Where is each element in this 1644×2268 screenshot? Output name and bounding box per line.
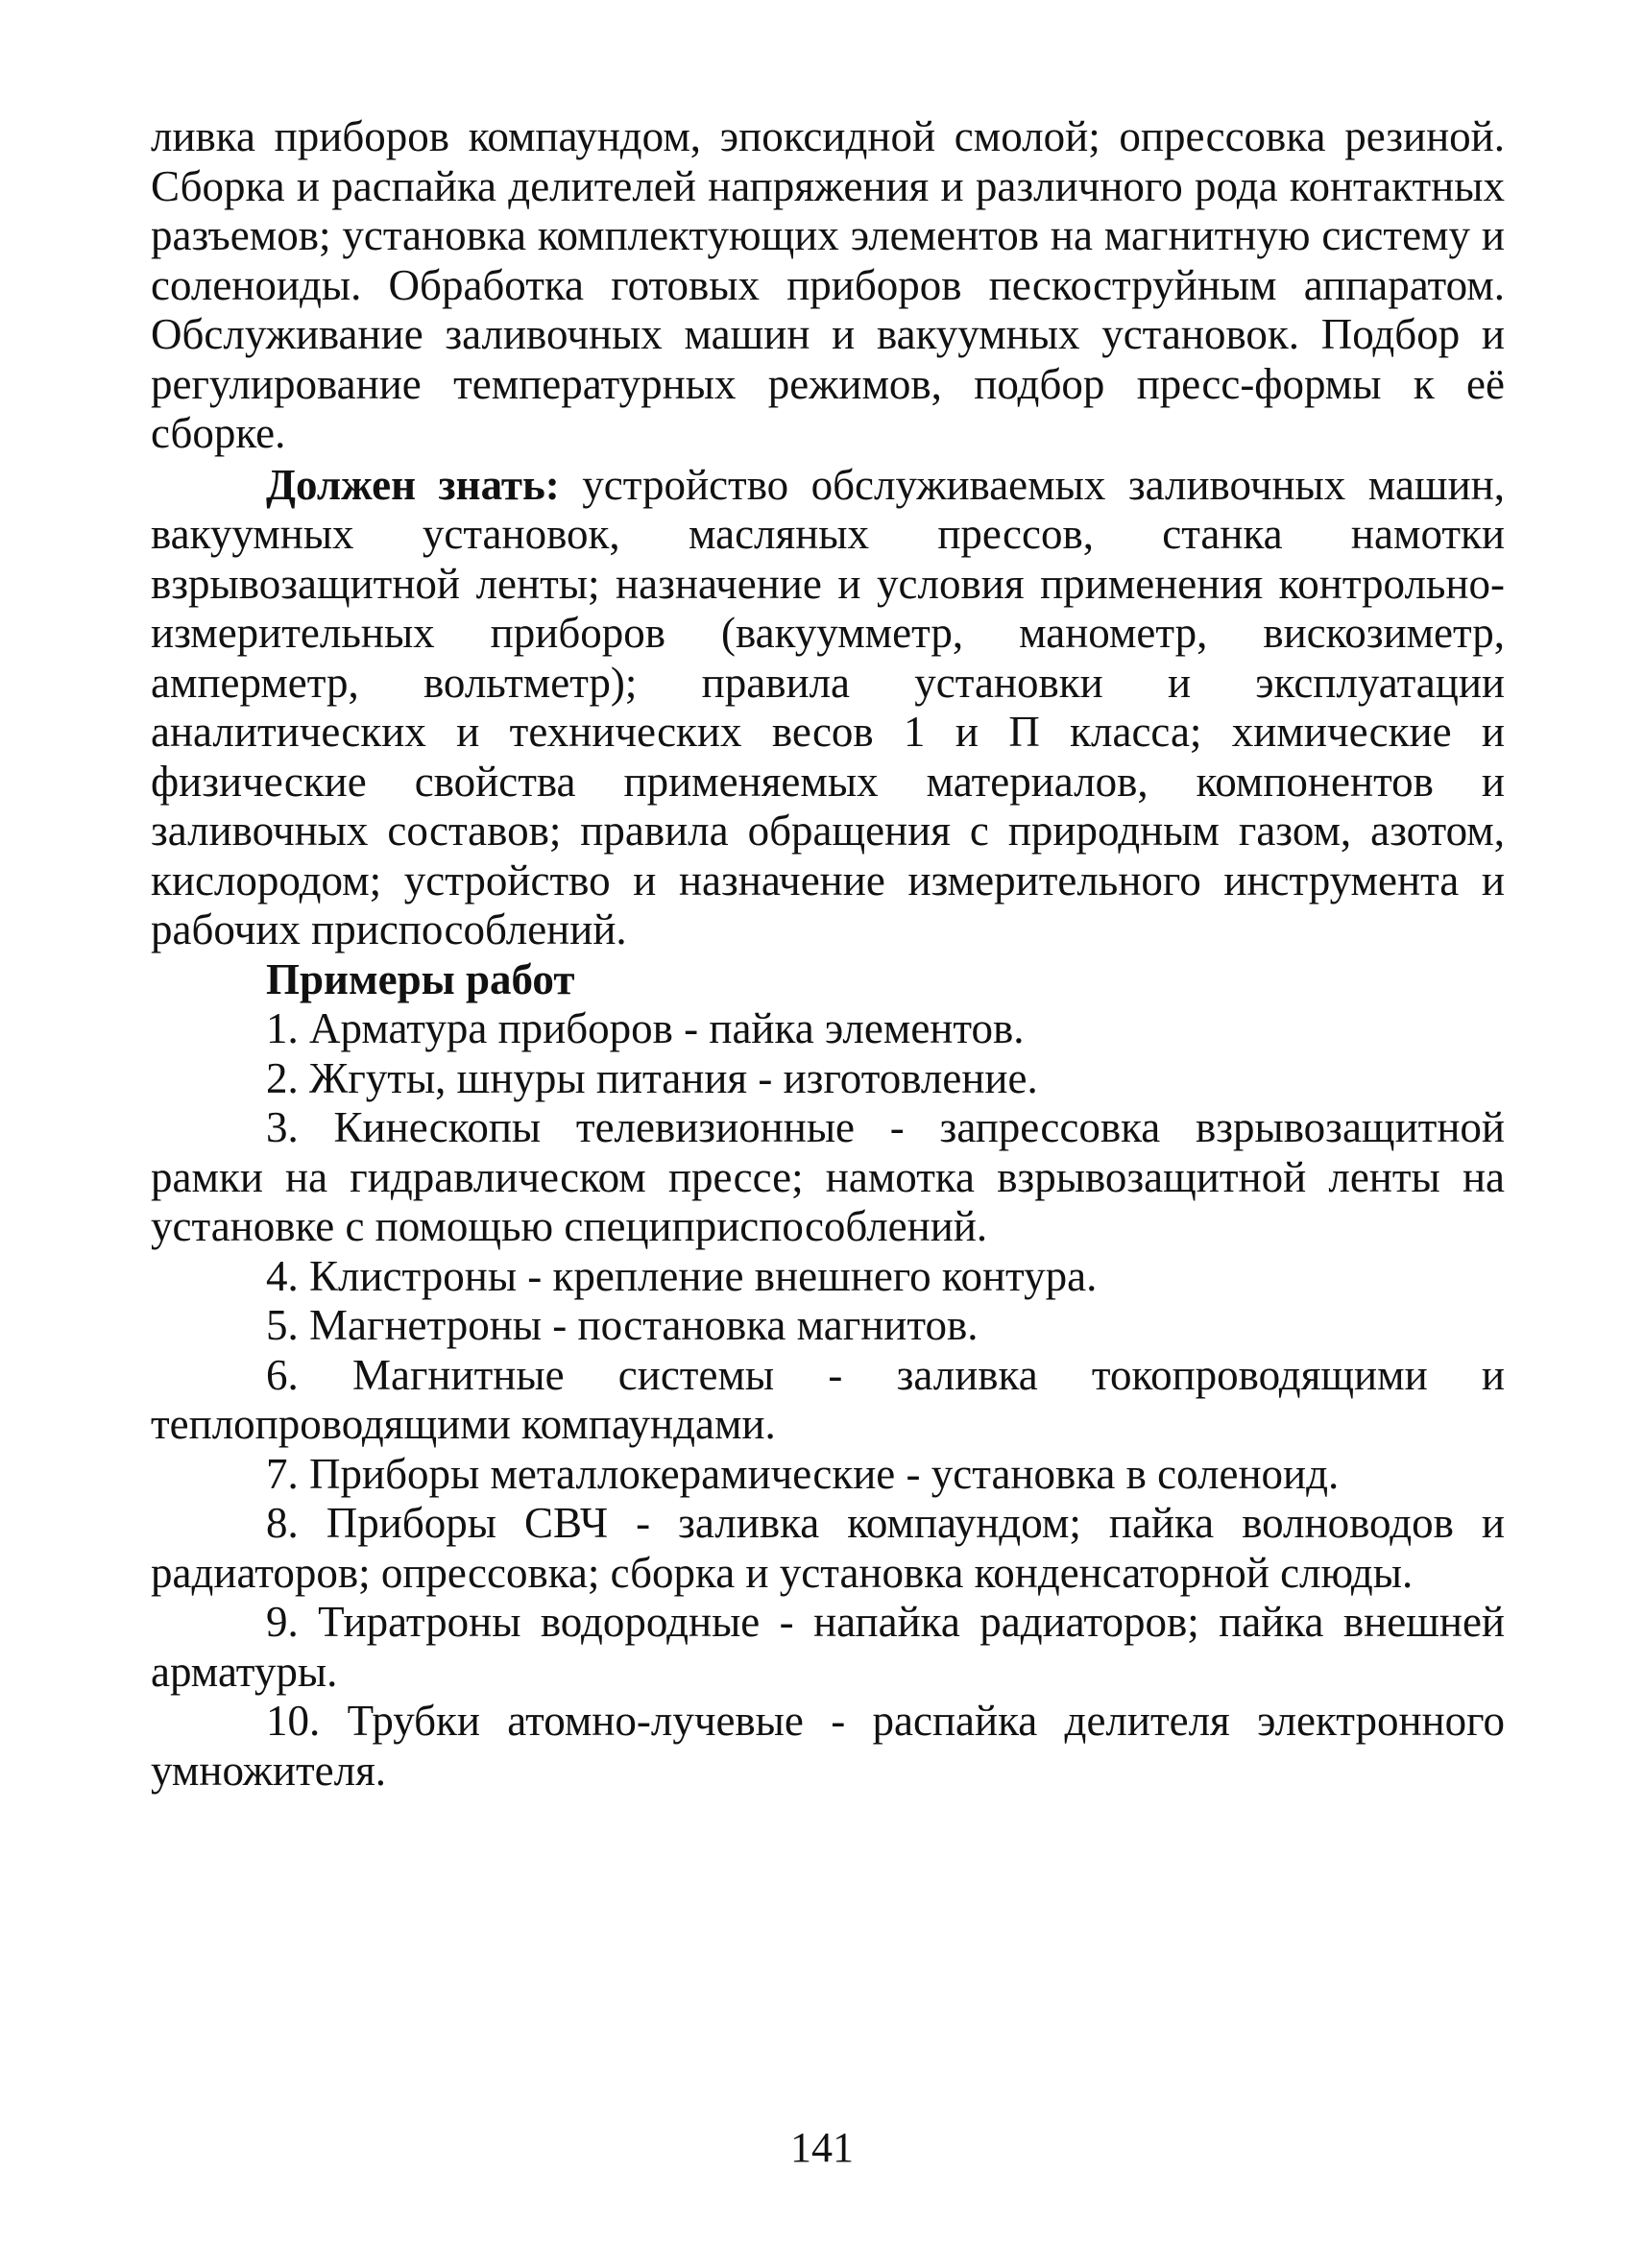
- example-item-3: 3. Кинескопы телевизионные - запрессовка взрывозащитной рамки на гидравлическом прессе; намотка взрывозащитной ленты на установке с помощью специприспособлений.: [151, 1103, 1505, 1250]
- example-item-8: 8. Приборы СВЧ - заливка компаундом; пайка волноводов и радиаторов; опрессовка; сборка и установка конденсаторной слюды.: [151, 1499, 1505, 1597]
- knowledge-label: Должен знать:: [266, 460, 560, 509]
- example-item-2: 2. Жгуты, шнуры питания - изготовление.: [266, 1053, 1038, 1102]
- examples-heading: Примеры работ: [266, 954, 575, 1003]
- example-item-10: 10. Трубки атомно-лучевые - распайка делителя электронного умножителя.: [151, 1697, 1505, 1795]
- intro-paragraph: ливка приборов компаундом, эпоксидной смолой; опрессовка резиной. Сборка и распайка делителей напряжения и различного рода контактных разъемов; установка комплектующих элементов на магнитную систему и соленоиды. Обработка готовых приборов пескоструйным аппаратом. Обслуживание заливочных машин и вакуумных установок. Подбор и регулирование температурных режимов, подбор пресс-формы к её сборке.: [151, 112, 1505, 457]
- page-number: 141: [790, 2124, 854, 2171]
- example-item-4: 4. Клистроны - крепление внешнего контура.: [266, 1251, 1098, 1300]
- knowledge-paragraph: [151, 461, 1505, 955]
- example-item-6: 6. Магнитные системы - заливка токопроводящими и теплопроводящими компаундами.: [151, 1350, 1505, 1448]
- example-item-7: 7. Приборы металлокерамические - установка в соленоид.: [266, 1449, 1340, 1498]
- body-text: [151, 112, 1505, 1796]
- example-item-9: 9. Тиратроны водородные - напайка радиаторов; пайка внешней арматуры.: [151, 1598, 1505, 1696]
- example-item-5: 5. Магнетроны - постановка магнитов.: [266, 1301, 979, 1349]
- knowledge-text: устройство обслуживаемых заливочных машин, вакуумных установок, масляных прессов, станка намотки взрывозащитной ленты; назначение и условия применения контрольно-измерительных приборов (вакуумметр, манометр, вискозиметр, амперметр, вольтметр); правила установки и эксплуатации аналитических и технических весов 1 и П класса; химические и физические свойства применяемых материалов, компонентов и заливочных составов; правила обращения с природным газом, азотом, кислородом; устройство и назначение измерительного инструмента и рабочих приспособлений.: [151, 460, 1505, 953]
- example-item-1: 1. Арматура приборов - пайка элементов.: [266, 1004, 1025, 1052]
